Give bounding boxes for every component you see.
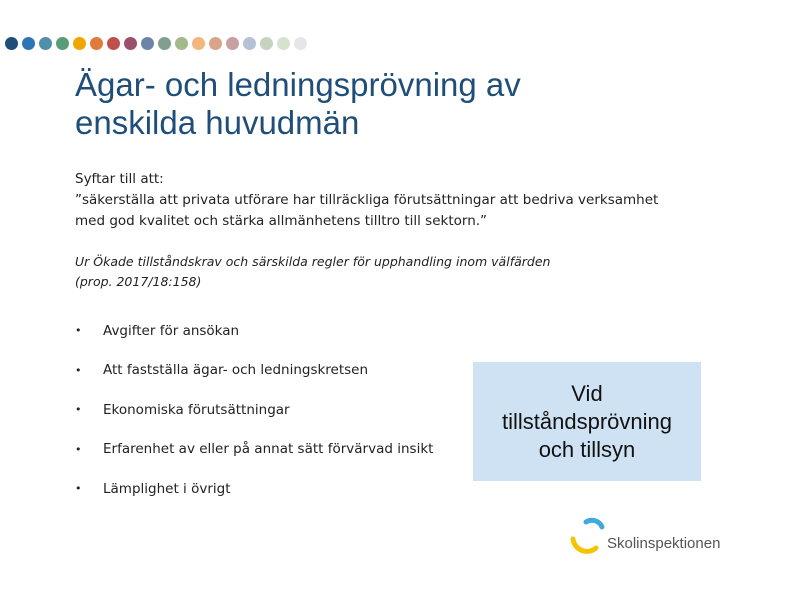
- info-box-line-1: Vid: [571, 380, 603, 406]
- source-citation: [75, 252, 635, 292]
- info-box-line-3: och tillsyn: [538, 436, 636, 462]
- logo-wordmark: Skolinspektionen: [607, 535, 721, 552]
- header-dot: [124, 37, 137, 50]
- header-dot: [277, 37, 290, 50]
- bullet-icon: •: [75, 403, 82, 417]
- purpose-line-2: ”säkerställa att privata utförare har tillräckliga förutsättningar att bedriva verksamhet: [75, 192, 659, 208]
- list-item-label: Erfarenhet av eller på annat sätt förvärvad insikt: [103, 441, 434, 458]
- header-dot: [39, 37, 52, 50]
- requirement-list: [75, 311, 433, 509]
- source-line-1: Ur Ökade tillståndskrav och särskilda regler för upphandling inom välfärden: [75, 254, 551, 269]
- header-dot: [243, 37, 256, 50]
- list-item-label: Ekonomiska förutsättningar: [103, 401, 290, 418]
- header-dot: [260, 37, 273, 50]
- header-dot: [209, 37, 222, 50]
- bullet-icon: •: [75, 324, 82, 338]
- header-dot: [5, 37, 18, 50]
- title-line-1: Ägar- och ledningsprövning av: [75, 66, 521, 103]
- header-dot: [56, 37, 69, 50]
- skolinspektionen-logo: [567, 514, 732, 554]
- header-dot: [175, 37, 188, 50]
- list-item: [75, 469, 433, 509]
- header-dot: [107, 37, 120, 50]
- header-dots: [5, 37, 307, 51]
- list-item-label: Att fastställa ägar- och ledningskretsen: [103, 362, 369, 379]
- page-title: [75, 66, 695, 142]
- source-line-2: (prop. 2017/18:158): [75, 274, 202, 289]
- info-box-line-2: tillståndsprövning: [502, 408, 672, 434]
- info-box: [473, 362, 701, 481]
- title-line-2: enskilda huvudmän: [75, 104, 360, 141]
- list-item-label: Lämplighet i övrigt: [103, 480, 231, 497]
- header-dot: [192, 37, 205, 50]
- list-item: [75, 311, 433, 351]
- purpose-text: [75, 169, 725, 232]
- header-dot: [90, 37, 103, 50]
- info-box-text: [502, 380, 672, 464]
- header-dot: [294, 37, 307, 50]
- list-item: [75, 430, 433, 470]
- header-dot: [158, 37, 171, 50]
- list-item: [75, 351, 433, 391]
- purpose-line-3: med god kvalitet och stärka allmänhetens tilltro till sektorn.”: [75, 213, 488, 229]
- list-item: [75, 390, 433, 430]
- skolinspektionen-logo-icon: [567, 514, 607, 554]
- header-dot: [22, 37, 35, 50]
- list-item-label: Avgifter för ansökan: [103, 322, 240, 339]
- header-dot: [226, 37, 239, 50]
- header-dot: [73, 37, 86, 50]
- bullet-icon: •: [75, 363, 82, 377]
- bullet-icon: •: [75, 482, 82, 496]
- bullet-icon: •: [75, 442, 82, 456]
- purpose-line-1: Syftar till att:: [75, 171, 164, 187]
- header-dot: [141, 37, 154, 50]
